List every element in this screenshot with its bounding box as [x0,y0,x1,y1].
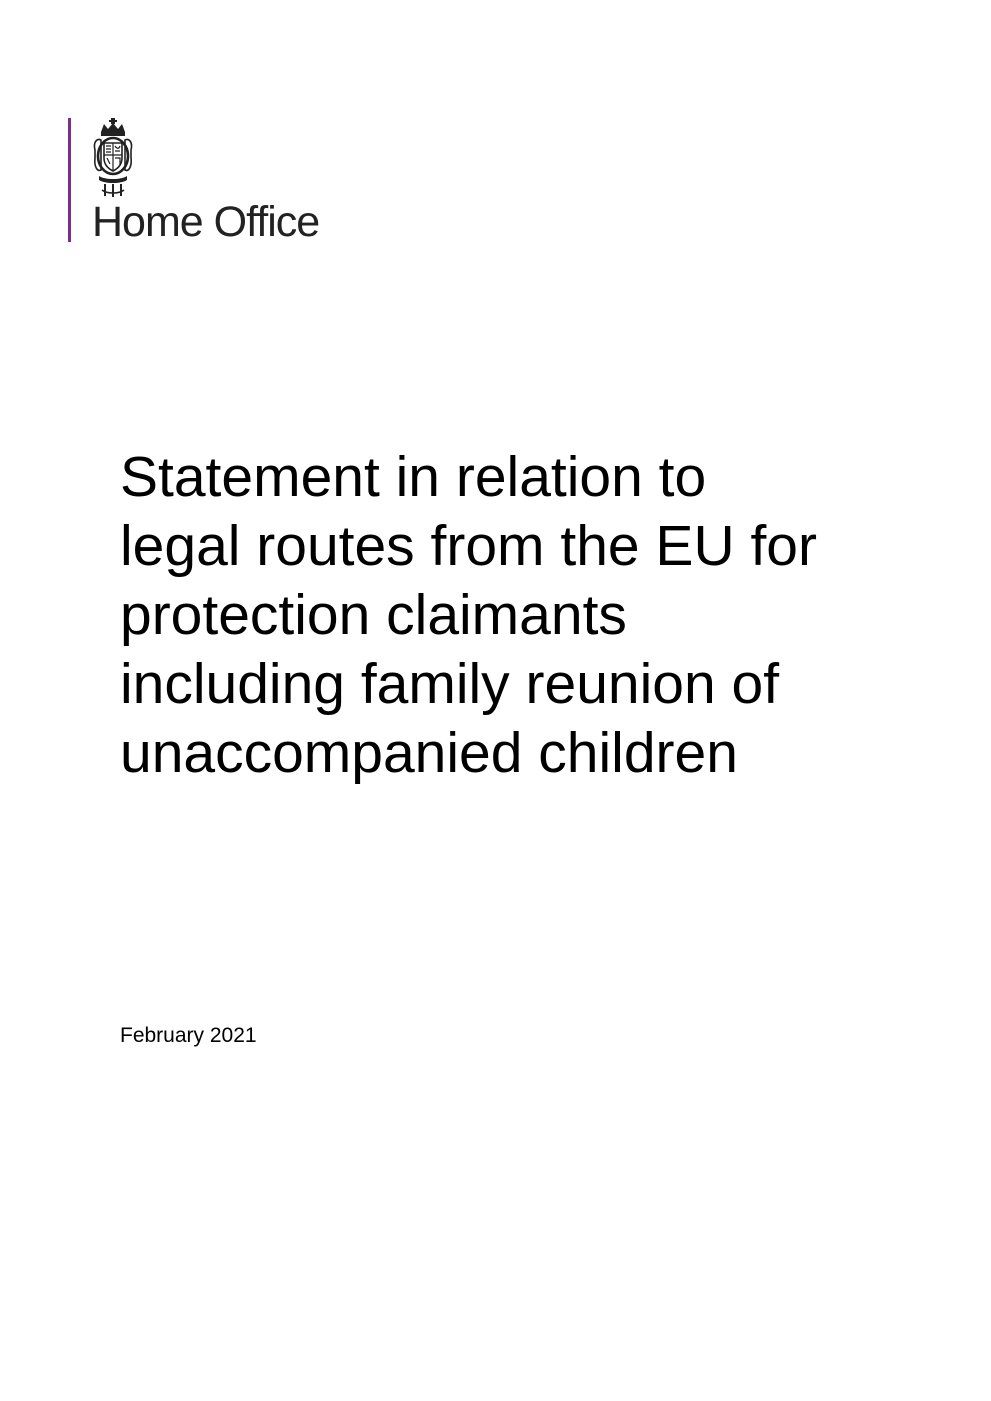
organisation-name: Home Office [92,198,320,246]
title-line: including family reunion of [120,652,780,716]
publication-date: February 2021 [120,1024,257,1047]
title-line: unaccompanied children [120,721,738,785]
title-line: legal routes from the EU for [120,514,817,578]
home-office-logo [68,118,368,244]
document-title [120,443,900,788]
royal-coat-of-arms-icon [91,118,135,198]
title-line: Statement in relation to [120,445,707,509]
brand-rule [68,118,71,242]
title-line: protection claimants [120,583,627,647]
